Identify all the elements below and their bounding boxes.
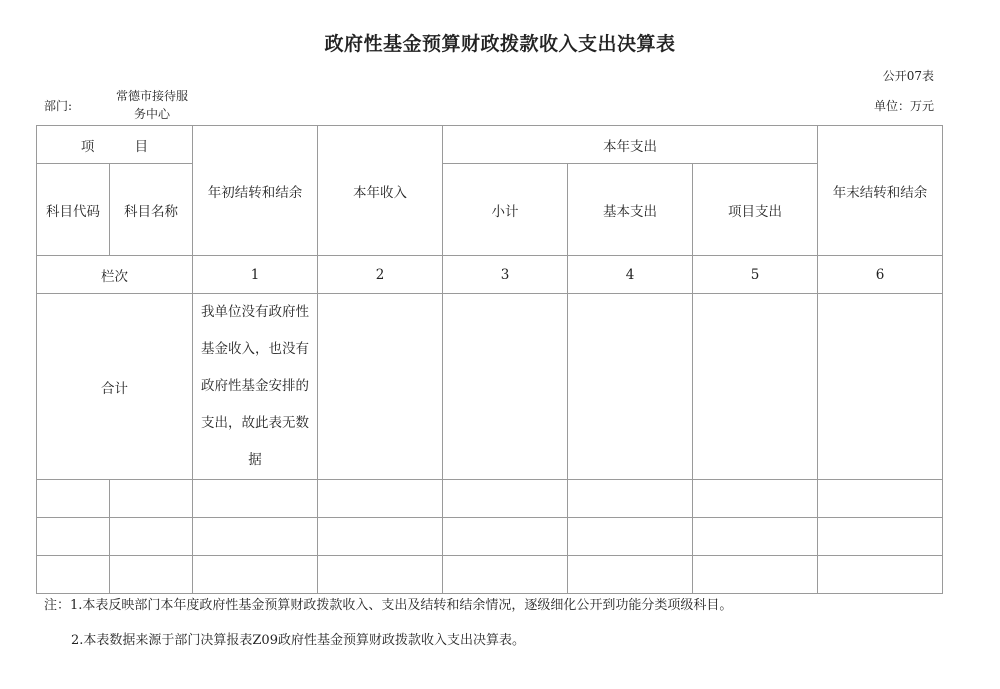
empty-cell bbox=[693, 480, 818, 518]
total-row bbox=[37, 294, 943, 480]
basic-header: 基本支出 bbox=[568, 164, 693, 256]
form-number: 公开07表 bbox=[882, 69, 934, 83]
col-num: 1 bbox=[193, 256, 318, 294]
empty-cell bbox=[318, 518, 443, 556]
col-num: 6 bbox=[818, 256, 943, 294]
empty-cell bbox=[818, 480, 943, 518]
empty-cell bbox=[693, 518, 818, 556]
empty-cell bbox=[568, 480, 693, 518]
empty-row bbox=[37, 480, 943, 518]
empty-row bbox=[37, 518, 943, 556]
empty-cell bbox=[193, 518, 318, 556]
col-num: 2 bbox=[318, 256, 443, 294]
col-num: 3 bbox=[443, 256, 568, 294]
empty-cell bbox=[568, 294, 693, 480]
col-num: 5 bbox=[693, 256, 818, 294]
item-header: 项 目 bbox=[37, 126, 193, 164]
empty-cell bbox=[110, 518, 193, 556]
empty-cell bbox=[693, 294, 818, 480]
footnote-1: 注：1.本表反映部门本年度政府性基金预算财政拨款收入、支出及结转和结余情况，逐级细化公开到功能分类项级科目。 bbox=[44, 598, 733, 613]
income-header: 本年收入 bbox=[318, 126, 443, 256]
empty-row bbox=[37, 556, 943, 594]
empty-cell bbox=[193, 480, 318, 518]
total-label: 合计 bbox=[37, 294, 193, 480]
footnotes bbox=[44, 597, 732, 650]
empty-cell bbox=[693, 556, 818, 594]
empty-cell bbox=[110, 480, 193, 518]
no-data-note: 我单位没有政府性基金收入，也没有政府性基金安排的支出，故此表无数据 bbox=[193, 294, 318, 480]
empty-cell bbox=[110, 556, 193, 594]
empty-cell bbox=[37, 518, 110, 556]
empty-cell bbox=[818, 518, 943, 556]
budget-table bbox=[36, 125, 943, 594]
empty-cell bbox=[318, 556, 443, 594]
row-index-label: 栏次 bbox=[37, 256, 193, 294]
empty-cell bbox=[443, 518, 568, 556]
page-title: 政府性基金预算财政拨款收入支出决算表 bbox=[324, 33, 676, 55]
expense-group-header: 本年支出 bbox=[443, 126, 818, 164]
name-header: 科目名称 bbox=[110, 164, 193, 256]
header-row-2 bbox=[37, 164, 943, 256]
empty-cell bbox=[443, 556, 568, 594]
empty-cell bbox=[818, 556, 943, 594]
col-num: 4 bbox=[568, 256, 693, 294]
empty-cell bbox=[37, 480, 110, 518]
begin-balance-header: 年初结转和结余 bbox=[193, 126, 318, 256]
empty-cell bbox=[193, 556, 318, 594]
empty-cell bbox=[568, 518, 693, 556]
footnote-2: 2.本表数据来源于部门决算报表Z09政府性基金预算财政拨款收入支出决算表。 bbox=[71, 633, 525, 648]
project-header: 项目支出 bbox=[693, 164, 818, 256]
subtotal-header: 小计 bbox=[443, 164, 568, 256]
end-balance-header: 年末结转和结余 bbox=[818, 126, 943, 256]
empty-cell bbox=[818, 294, 943, 480]
department-label: 部门: bbox=[44, 99, 73, 113]
header-row-1 bbox=[37, 126, 943, 164]
column-index-row bbox=[37, 256, 943, 294]
empty-cell bbox=[318, 480, 443, 518]
empty-cell bbox=[37, 556, 110, 594]
code-header: 科目代码 bbox=[37, 164, 110, 256]
unit-label: 单位：万元 bbox=[873, 99, 934, 113]
empty-cell bbox=[568, 556, 693, 594]
empty-cell bbox=[443, 480, 568, 518]
department-value: 常德市接待服务中心 bbox=[115, 89, 188, 121]
empty-cell bbox=[443, 294, 568, 480]
empty-cell bbox=[318, 294, 443, 480]
